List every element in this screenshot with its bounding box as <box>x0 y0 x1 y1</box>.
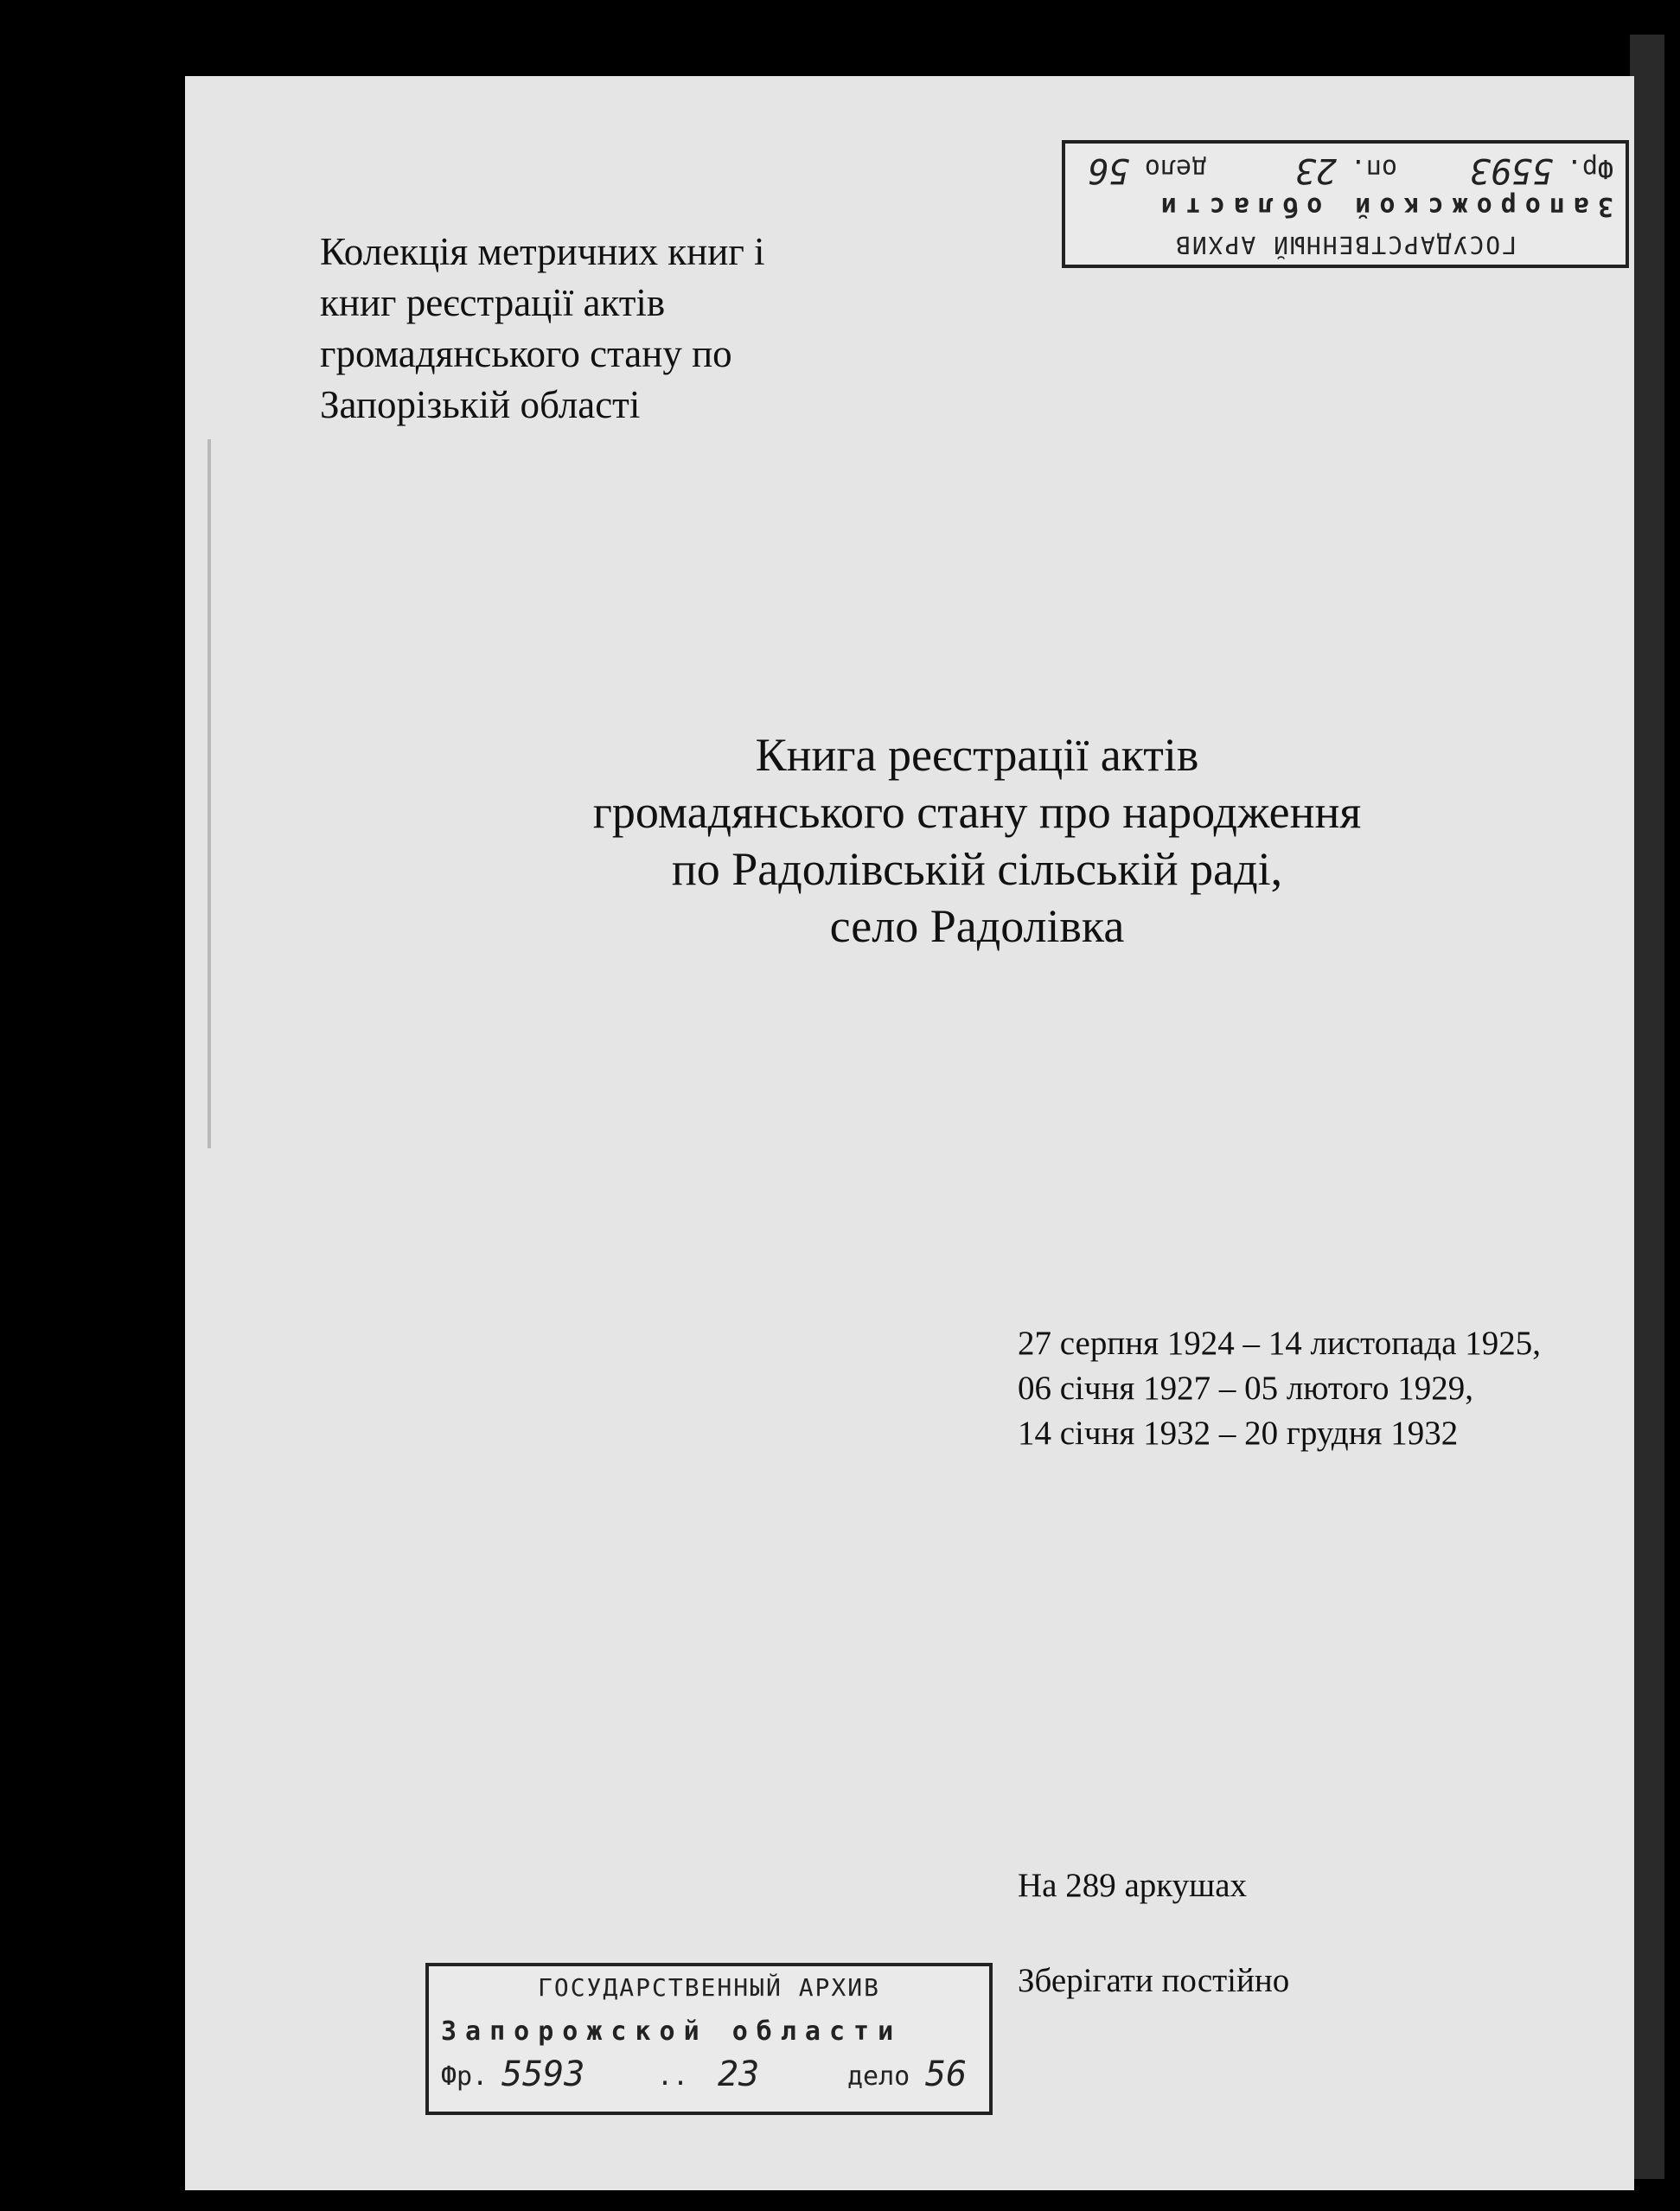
stamp-opis-label: .. <box>657 2061 689 2092</box>
stamp-case-label: дело <box>847 2061 910 2092</box>
title-line: громадянського стану про народження <box>592 786 1362 838</box>
stamp-archive-name: ГОСУДАРСТВЕННЫЙ АРХИВ <box>537 1973 880 2002</box>
collection-line: громадянського стану по <box>320 332 732 375</box>
stamp-archive-name: ГОСУДАРСТВЕННЫЙ АРХИВ <box>1174 231 1517 259</box>
stamp-region: Запорожской области <box>441 2016 903 2047</box>
collection-line: книг реєстрації актів <box>320 281 666 324</box>
stamp-opis-value: 23 <box>1294 150 1337 190</box>
sheet-count: На 289 аркушах <box>1018 1867 1248 1904</box>
storage-note: Зберігати постійно <box>1018 1962 1290 1999</box>
stamp-fond-label: Фр. <box>1566 153 1613 183</box>
archive-stamp-bottom <box>425 1963 993 2115</box>
stamp-case-label: дело <box>1144 153 1207 183</box>
stamp-case-value: 56 <box>1087 150 1129 190</box>
collection-heading <box>320 227 765 431</box>
binding-spine <box>1630 35 1664 2179</box>
collection-line: Запорізькій області <box>320 383 641 426</box>
page-edge-mark <box>208 439 211 1148</box>
stamp-case-value: 56 <box>925 2054 968 2094</box>
date-ranges <box>1018 1321 1541 1456</box>
date-range-line: 27 серпня 1924 – 14 листопада 1925, <box>1018 1325 1542 1362</box>
stamp-region: Запорожской области <box>1152 191 1613 221</box>
stamp-fond-label: Фр. <box>441 2061 489 2092</box>
collection-line: Колекція метричних книг і <box>320 230 765 273</box>
document-title <box>484 726 1470 955</box>
stamp-fond-value: 5593 <box>501 2054 585 2094</box>
title-line: село Радолівка <box>829 900 1125 952</box>
stamp-fond-value: 5593 <box>1469 150 1553 190</box>
date-range-line: 14 січня 1932 – 20 грудня 1932 <box>1018 1415 1459 1452</box>
title-line: Книга реєстрації актів <box>755 729 1199 781</box>
stamp-opis-value: 23 <box>718 2054 760 2094</box>
title-line: по Радолівській сільській раді, <box>671 843 1283 895</box>
date-range-line: 06 січня 1927 – 05 лютого 1929, <box>1018 1370 1473 1407</box>
stamp-opis-label: оп. <box>1350 153 1397 183</box>
archive-stamp-top <box>1062 140 1629 268</box>
